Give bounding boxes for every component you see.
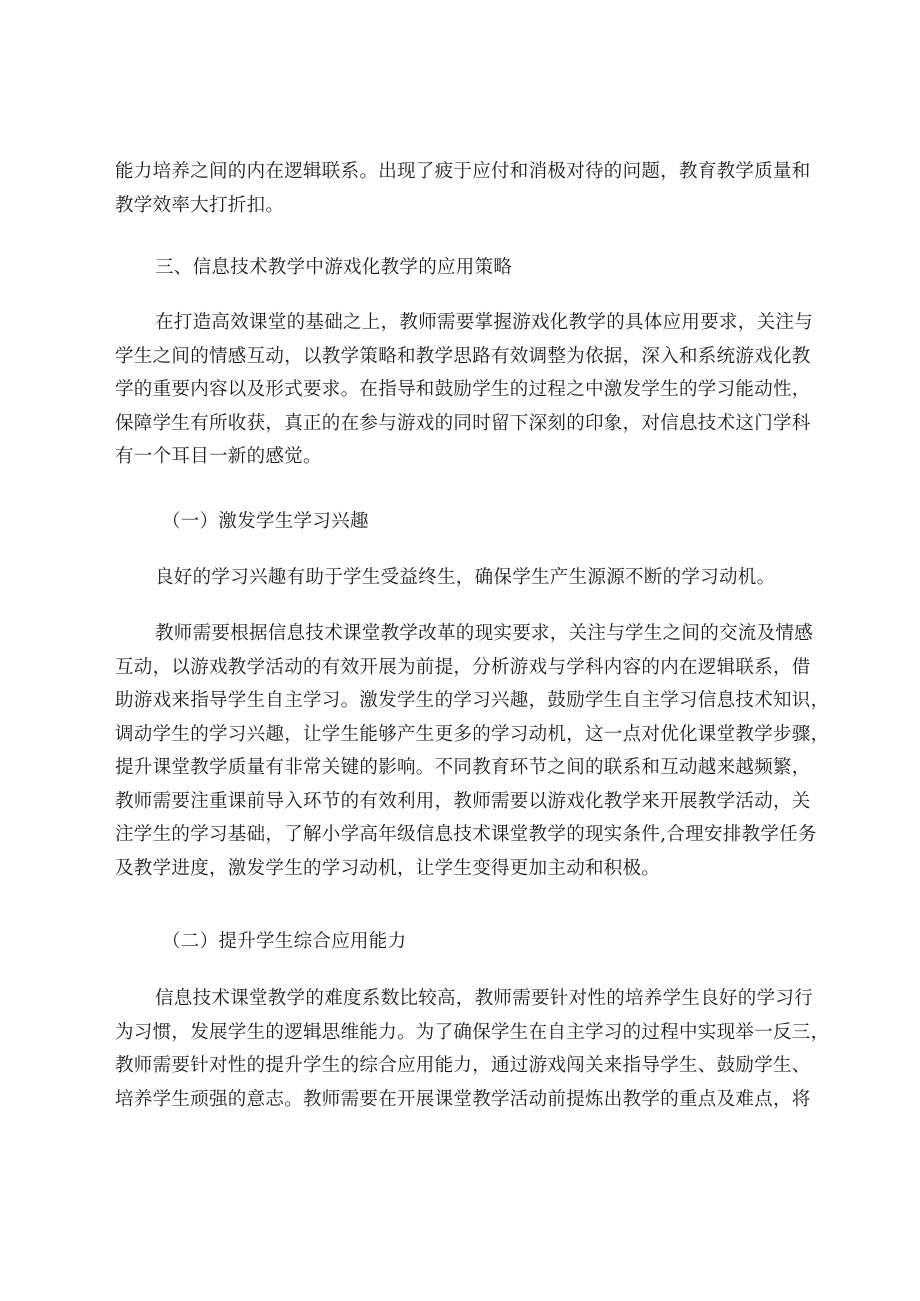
paragraph-section-intro [115, 306, 815, 474]
paragraph-continuation [115, 155, 815, 222]
heading-text: 三、信息技术教学中游戏化教学的应用策略 [155, 257, 513, 278]
text-line: 为习惯，发展学生的逻辑思维能力。为了确保学生在自主学习的过程中实现举一反三， [115, 1021, 830, 1043]
subsection-heading-2 [115, 925, 815, 959]
text-line: 注学生的学习基础，了解小学高年级信息技术课堂教学的现实条件,合理安排教学任务 [115, 824, 817, 845]
section-heading [115, 251, 815, 285]
heading-text: （二）提升学生综合应用能力 [162, 931, 407, 952]
text-line: 及教学进度，激发学生的学习动机，让学生变得更加主动和积极。 [115, 857, 661, 879]
text-line: 教师需要注重课前导入环节的有效利用，教师需要以游戏化教学来开展教学活动，关 [115, 790, 811, 812]
paragraph-sub1-b [115, 617, 830, 885]
text-line: 互动，以游戏教学活动的有效开展为前提，分析游戏与学科内容的内在逻辑联系，借 [115, 656, 811, 678]
subsection-heading-1 [115, 505, 815, 539]
text-line: 教学效率大打折扣。 [115, 194, 285, 216]
text-line: 能力培养之间的内在逻辑联系。出现了疲于应付和消极对待的问题，教育教学质量和 [115, 161, 811, 182]
text-line: 保障学生有所收获，真正的在参与游戏的同时留下深刻的印象，对信息技术这门学科 [115, 412, 811, 434]
text-line: 有一个耳目一新的感觉。 [115, 446, 322, 467]
text-line: 学生之间的情感互动，以教学策略和教学思路有效调整为依据，深入和系统游戏化教 [115, 345, 811, 367]
text-line: 提升课堂教学质量有非常关键的影响。不同教育环节之间的联系和互动越来越频繁， [115, 757, 811, 778]
text-line: 在打造高效课堂的基础之上，教师需要掌握游戏化教学的具体应用要求，关注与 [155, 312, 814, 333]
text-line: 信息技术课堂教学的难度系数比较高，教师需要针对性的培养学生良好的学习行 [155, 988, 814, 1009]
paragraph-sub1-a [115, 561, 815, 595]
text-line: 培养学生顽强的意志。教师需要在开展课堂教学活动前提炼出教学的重点及难点，将 [115, 1088, 811, 1110]
text-line: 教师需要针对性的提升学生的综合应用能力，通过游戏闯关来指导学生、鼓励学生、 [115, 1055, 811, 1076]
text-line: 助游戏来指导学生自主学习。激发学生的学习兴趣，鼓励学生自主学习信息技术知识， [115, 690, 830, 711]
paragraph-sub2 [115, 982, 830, 1116]
text-line: 调动学生的学习兴趣，让学生能够产生更多的学习动机，这一点对优化课堂教学步骤， [115, 723, 830, 745]
text-line: 学的重要内容以及形式要求。在指导和鼓励学生的过程之中激发学生的学习能动性， [115, 379, 811, 400]
heading-text: （一）激发学生学习兴趣 [162, 511, 369, 532]
text-line: 教师需要根据信息技术课堂教学改革的现实要求，关注与学生之间的交流及情感 [155, 623, 814, 644]
text-line: 良好的学习兴趣有助于学生受益终生，确保学生产生源源不断的学习动机。 [155, 567, 776, 588]
